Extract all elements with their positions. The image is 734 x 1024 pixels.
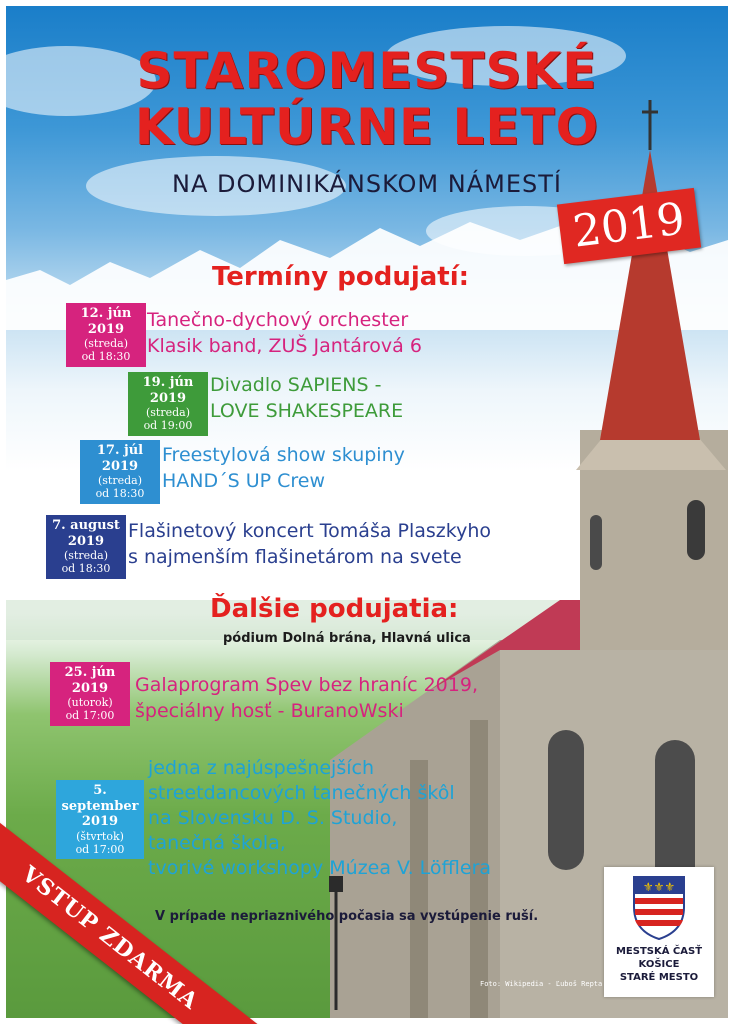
event-line: špeciálny hosť - BuranoWski [135,700,404,722]
event-description [147,307,422,359]
event-line: jedna z najúspešnejších [148,757,374,779]
event-time: od 17:00 [75,842,125,856]
event-weekday: (utorok) [67,696,113,710]
photo-credit: Foto: Wikipedia - Ľuboš Repta [480,980,603,988]
event-description [135,672,478,724]
event-line: tanečná škola, [148,832,286,854]
tower-window [590,515,602,570]
event-date-box [80,440,160,504]
event-time: od 18:30 [81,350,131,364]
venue-note: pódium Dolná brána, Hlavná ulica [223,631,471,646]
district-name-line: KOŠICE [638,959,680,970]
event-day: 12. jún [80,306,132,321]
event-date-box [128,372,208,436]
event-day: 19. jún [142,375,194,390]
district-logo [604,867,714,997]
event-line: Freestylová show skupiny [162,444,405,466]
event-year: 2019 [67,533,105,549]
event-year: 2019 [101,458,139,474]
event-time: od 18:30 [95,487,145,501]
event-day: 7. august [52,518,120,533]
events-heading: Termíny podujatí: [212,262,470,292]
event-line: Galaprogram Spev bez hraníc 2019, [135,674,478,696]
event-line: Divadlo SAPIENS - [210,374,382,396]
church-window [548,730,584,870]
poster-subtitle: NA DOMINIKÁNSKOM NÁMESTÍ [172,170,562,198]
event-description [162,442,405,494]
free-entry-ribbon: VSTUP ZDARMA [0,815,258,1024]
district-name [604,945,714,984]
poster-title-line2: KULTÚRNE LETO [134,98,600,156]
district-name-line: STARÉ MESTO [619,972,699,983]
event-day: 25. jún [64,665,116,680]
event-year: 2019 [87,321,125,337]
event-date-box [50,662,130,726]
event-line: Klasik band, ZUŠ Jantárová 6 [147,335,422,357]
event-year: 2019 [71,680,109,696]
event-weekday: (streda) [145,406,191,420]
event-weekday: (streda) [83,337,129,351]
more-events-heading: Ďalšie podujatia: [210,594,459,624]
event-date-box [56,780,144,859]
district-name-line: MESTSKÁ ČASŤ [615,946,703,957]
event-line: Flašinetový koncert Tomáša Plaszkyho [128,520,492,542]
event-weekday: (streda) [97,474,143,488]
event-day: 5. september [61,783,139,814]
event-line: s najmenším flašinetárom na svete [128,546,462,568]
event-year: 2019 [149,390,187,406]
event-line: HAND´S UP Crew [162,470,326,492]
event-line: Tanečno-dychový orchester [147,309,409,331]
svg-text:⚜⚜⚜: ⚜⚜⚜ [642,880,676,894]
event-line: streetdancových tanečných škôl [148,782,455,804]
bad-weather-note: V prípade nepriaznivého počasia sa vystúpenie ruší. [155,909,539,924]
event-time: od 19:00 [143,419,193,433]
event-date-box [46,515,126,579]
coat-of-arms-icon [604,867,714,945]
event-date-box [66,303,146,367]
year-badge: 2019 [557,188,701,264]
event-description [210,372,403,424]
event-day: 17. júl [96,443,144,458]
event-time: od 18:30 [61,562,111,576]
poster-title-line1: STAROMESTSKÉ [136,42,598,100]
event-description [128,518,491,570]
event-line: tvorivé workshopy Múzea V. Löfflera [148,857,492,879]
event-weekday: (streda) [63,549,109,563]
event-line: na Slovensku D. S. Studio, [148,807,398,829]
event-weekday: (štvrtok) [76,829,124,843]
event-year: 2019 [81,814,119,830]
event-description [148,756,491,881]
event-time: od 17:00 [65,709,115,723]
event-line: LOVE SHAKESPEARE [210,400,404,422]
tower-window [687,500,705,560]
